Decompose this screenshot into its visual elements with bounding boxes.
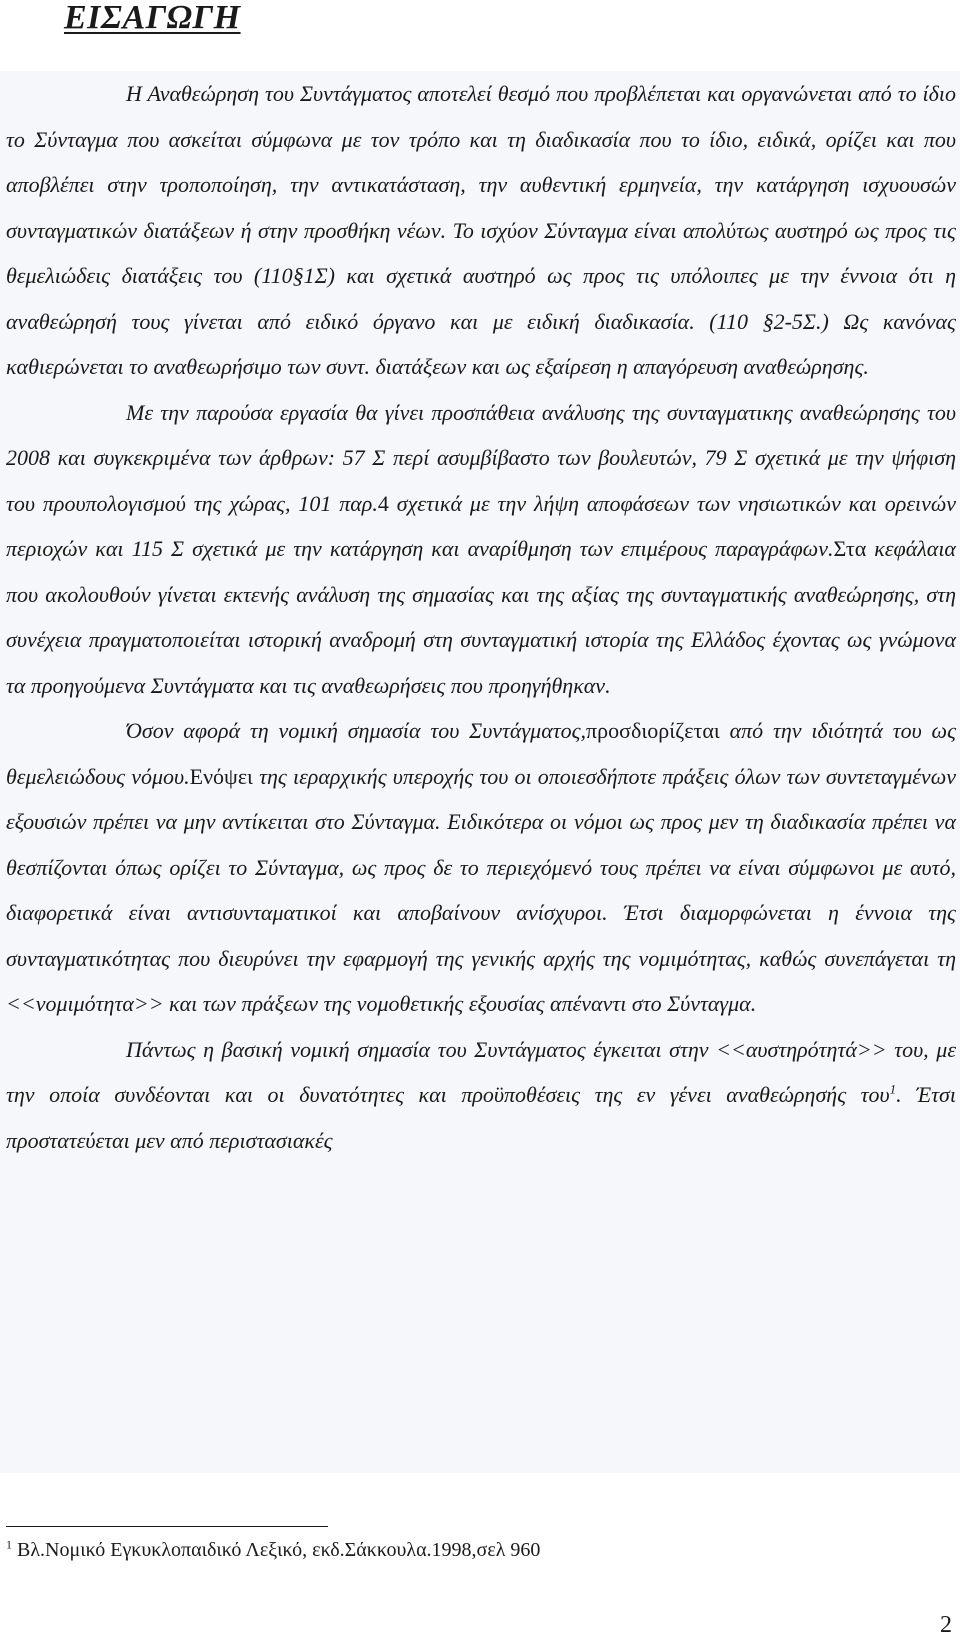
paragraph-1 [6, 71, 956, 390]
paragraph-3-part-d: Ενόψει [189, 763, 253, 789]
paragraph-2-part-d: Στα [833, 536, 867, 561]
paragraph-3-part-b: προσδιορίζεται [586, 718, 720, 743]
paragraph-2-part-e: κεφάλαια που ακολουθούν γίνεται εκτενής ανάλυση της σημασίας και της αξίας της συνταγματικής αναθεώρησης, στη συνέχεια πραγματοποιείται ιστορική αναδρομή στη συνταγματική ιστορία της Ελλάδος έχοντας ως γνώμονα τα προηγούμενα Συντάγματα και τις αναθεωρήσεις που προηγήθηκαν. [6, 536, 956, 698]
paragraph-2-part-a: Με την παρούσα εργασία θα γίνει προσπάθεια ανάλυσης της συνταγματικης αναθεώρησης του 2008 και συγκεκριμένα των άρθρων: 57 Σ περί ασυμβίβαστο των βουλευτών, 79 Σ σχετικά με την ψήφιση του προυπολογισμού της χώρας, 101 παρ. [6, 399, 956, 516]
paragraph-2-part-c: σχετικά με την λήψη αποφάσεων των νησιωτικών και ορεινών περιοχών και 115 Σ σχετικά με την κατάργηση και αναρίθμηση των επιμέρους παραγράφων. [6, 490, 956, 561]
footnote-divider [6, 1526, 328, 1527]
paragraph-2 [6, 390, 956, 709]
paragraph-1-part-a: Η Αναθεώρηση του Συντάγματος αποτελεί θεσμό που προβλέπεται και οργανώνεται από το ίδιο το Σύνταγμα που ασκείται σύμφωνα με τον τρόπο και τη διαδικασία που το ίδιο, ειδικά, ορίζει και που αποβλέπει στην τροποποίηση, την αντικατάσταση, την αυθεντική ερμηνεία, την κατάργηση ισχυουσών συνταγματικών διατάξεων ή στην προσθήκη νέων. [6, 81, 956, 243]
paragraph-3-part-c: από την ιδιότητά του ως θεμελειώδους νόμου. [6, 718, 957, 789]
paragraph-4-part-a: Πάντως η βασική νομική σημασία του Συντάγματος έγκειται στην <<αυστηρότητά>> του, με την οποία συνδέονται και οι δυνατότητες και προϋποθέσεις της εν γένει αναθεώρησής του [6, 1036, 956, 1107]
paragraph-4 [6, 1027, 956, 1164]
paragraph-2-part-b: 4 [377, 490, 389, 516]
footnote [6, 1538, 540, 1562]
page-number: 2 [940, 1612, 952, 1638]
paragraph-1-part-b: Το ισχύον Σύνταγμα είναι απολύτως αυστηρό ως προς τις θεμελιώδεις διατάξεις του (110§1Σ) και σχετικά αυστηρό ως προς τις υπόλοιπες με την έννοια ότι η αναθεώρησή τους γίνεται από ειδικό όργανο και με ειδική διαδικασία. (110 §2-5Σ.) Ως κανόνας καθιερώνεται το αναθεωρήσιμο των συντ. διατάξεων και ως εξαίρεση η απαγόρευση αναθεώρησης. [6, 217, 956, 379]
paragraph-3 [6, 708, 956, 1027]
document-body [6, 71, 956, 1163]
paragraph-3-part-e: της ιεραρχικής υπεροχής του οι οποιεσδήποτε πράξεις όλων των συντεταγμένων εξουσιών πρέπει να μην αντίκειται στο Σύνταγμα. Ειδικότερα οι νόμοι ως προς μεν τη διαδικασία πρέπει να θεσπίζονται όπως ορίζει το Σύνταγμα, ως προς δε το περιεχόμενό τους πρέπει να είναι σύμφωνοι με αυτό, διαφορετικά είναι αντισυνταματικοί και αποβαίνουν ανίσχυροι. Έτσι διαμορφώνεται η έννοια της συνταγματικότητας που διευρύνει την εφαρμογή της γενικής αρχής της νομιμότητας, καθώς συνεπάγεται τη <<νομιμότητα>> και των πράξεων της νομοθετικής εξουσίας απέναντι στο Σύνταγμα. [6, 763, 956, 1016]
footnote-text: Βλ.Νομικό Εγκυκλοπαιδικό Λεξικό, εκδ.Σάκκουλα.1998,σελ 960 [12, 1539, 541, 1561]
footnote-reference[interactable]: 1 [889, 1081, 897, 1097]
paragraph-3-part-a: Όσον αφορά τη νομική σημασία του Συντάγματος, [126, 718, 587, 743]
paragraph-4-part-b: . Έτσι προστατεύεται μεν από περιστασιακές [6, 1082, 956, 1153]
footnote-marker: 1 [6, 1537, 12, 1552]
page-title: ΕΙΣΑΓΩΓΗ [64, 0, 241, 36]
